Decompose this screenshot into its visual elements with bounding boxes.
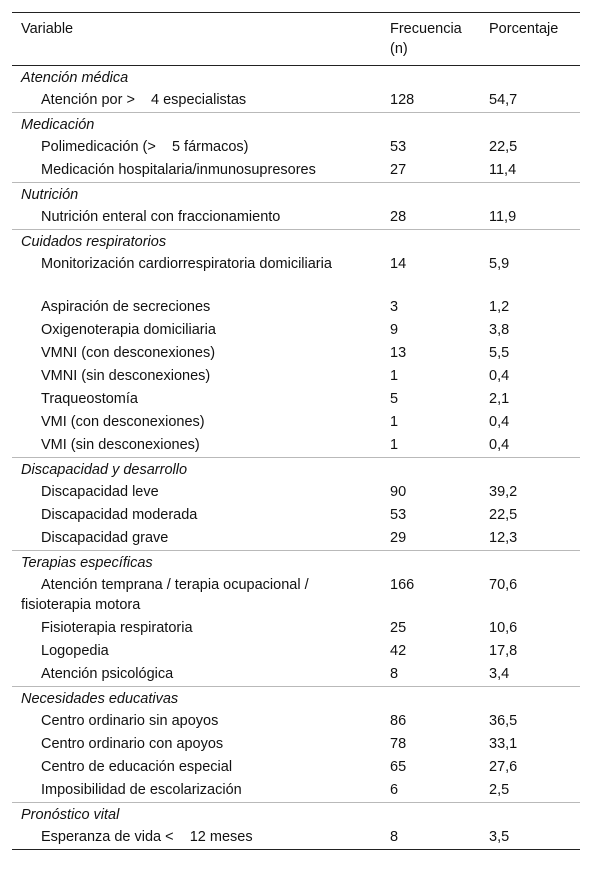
row-porcentaje: 33,1 xyxy=(489,736,518,752)
row-label: VMNI (sin desconexiones) xyxy=(41,368,211,384)
row-porcentaje: 54,7 xyxy=(489,92,518,108)
row-porcentaje: 10,6 xyxy=(489,620,518,636)
section-title: Cuidados respiratorios xyxy=(21,234,167,250)
row-frecuencia: 9 xyxy=(390,322,399,338)
row-porcentaje: 3,8 xyxy=(489,322,510,338)
table-row xyxy=(12,253,580,296)
section-title: Atención médica xyxy=(21,70,129,86)
section-header-row xyxy=(12,66,580,89)
table-row xyxy=(12,296,580,319)
row-frecuencia: 86 xyxy=(390,713,407,729)
row-porcentaje: 1,2 xyxy=(489,299,510,315)
row-label: Medicación hospitalaria/inmunosupresores xyxy=(41,162,316,178)
row-label: Monitorización cardiorrespiratoria domiciliaria xyxy=(41,256,332,272)
section-title: Nutrición xyxy=(21,187,79,203)
row-frecuencia: 53 xyxy=(390,507,407,523)
table-row xyxy=(12,481,580,504)
table-row xyxy=(12,434,580,457)
table-row xyxy=(12,617,580,640)
row-porcentaje: 22,5 xyxy=(489,139,518,155)
table-row xyxy=(12,159,580,182)
row-label: Traqueostomía xyxy=(41,391,138,407)
table-row xyxy=(12,663,580,686)
table-body xyxy=(12,66,580,849)
data-table xyxy=(12,12,580,850)
row-label: Nutrición enteral con fraccionamiento xyxy=(41,209,281,225)
table-row xyxy=(12,365,580,388)
section-title: Medicación xyxy=(21,117,95,133)
row-porcentaje: 12,3 xyxy=(489,530,518,546)
table-row xyxy=(12,504,580,527)
row-label: Polimedicación (> 5 fármacos) xyxy=(41,139,249,155)
table-row xyxy=(12,527,580,550)
header-frecuencia: Frecuencia (n) xyxy=(390,21,462,57)
row-frecuencia: 6 xyxy=(390,782,399,798)
row-label: Discapacidad moderada xyxy=(41,507,198,523)
row-label: Oxigenoterapia domiciliaria xyxy=(41,322,216,338)
table-row xyxy=(12,640,580,663)
section-header-row xyxy=(12,802,580,826)
section-header-row xyxy=(12,112,580,136)
row-frecuencia: 13 xyxy=(390,345,407,361)
row-porcentaje: 36,5 xyxy=(489,713,518,729)
row-label: VMI (con desconexiones) xyxy=(41,414,205,430)
row-frecuencia: 1 xyxy=(390,414,399,430)
table-row xyxy=(12,574,580,617)
row-frecuencia: 90 xyxy=(390,484,407,500)
row-label: Atención temprana / terapia ocupacional / fisioterapia motora xyxy=(21,577,309,613)
row-porcentaje: 3,5 xyxy=(489,829,510,845)
row-frecuencia: 128 xyxy=(390,92,415,108)
section-header-row xyxy=(12,457,580,481)
table-header xyxy=(12,13,580,66)
row-porcentaje: 70,6 xyxy=(489,577,518,593)
section-title: Pronóstico vital xyxy=(21,807,120,823)
row-porcentaje: 5,9 xyxy=(489,256,510,272)
section-header-row xyxy=(12,686,580,710)
table-row xyxy=(12,388,580,411)
section-title: Necesidades educativas xyxy=(21,691,179,707)
table-row xyxy=(12,756,580,779)
row-frecuencia: 1 xyxy=(390,437,399,453)
row-label: Esperanza de vida < 12 meses xyxy=(41,829,253,845)
row-porcentaje: 0,4 xyxy=(489,414,510,430)
row-label: Discapacidad grave xyxy=(41,530,169,546)
table-row xyxy=(12,206,580,229)
row-porcentaje: 0,4 xyxy=(489,368,510,384)
header-variable: Variable xyxy=(21,21,74,37)
header-porcentaje: Porcentaje xyxy=(489,21,559,37)
row-label: Centro ordinario sin apoyos xyxy=(41,713,219,729)
row-porcentaje: 17,8 xyxy=(489,643,518,659)
row-porcentaje: 0,4 xyxy=(489,437,510,453)
row-frecuencia: 5 xyxy=(390,391,399,407)
row-label: VMI (sin desconexiones) xyxy=(41,437,200,453)
row-porcentaje: 2,1 xyxy=(489,391,510,407)
row-label: Centro de educación especial xyxy=(41,759,233,775)
row-frecuencia: 3 xyxy=(390,299,399,315)
table-row xyxy=(12,89,580,112)
row-frecuencia: 14 xyxy=(390,256,407,272)
table-row xyxy=(12,733,580,756)
row-label: Fisioterapia respiratoria xyxy=(41,620,193,636)
row-frecuencia: 65 xyxy=(390,759,407,775)
row-porcentaje: 39,2 xyxy=(489,484,518,500)
row-frecuencia: 29 xyxy=(390,530,407,546)
row-porcentaje: 5,5 xyxy=(489,345,510,361)
table-row xyxy=(12,342,580,365)
table-row xyxy=(12,710,580,733)
row-label: Centro ordinario con apoyos xyxy=(41,736,224,752)
row-porcentaje: 11,9 xyxy=(489,209,517,225)
row-frecuencia: 8 xyxy=(390,829,399,845)
table-row xyxy=(12,779,580,802)
table-row xyxy=(12,826,580,849)
row-porcentaje: 3,4 xyxy=(489,666,510,682)
row-frecuencia: 8 xyxy=(390,666,399,682)
row-label: Logopedia xyxy=(41,643,109,659)
table-row xyxy=(12,411,580,434)
row-porcentaje: 22,5 xyxy=(489,507,518,523)
row-label: Atención psicológica xyxy=(41,666,174,682)
row-frecuencia: 166 xyxy=(390,577,415,593)
row-label: Discapacidad leve xyxy=(41,484,159,500)
row-porcentaje: 27,6 xyxy=(489,759,518,775)
section-header-row xyxy=(12,182,580,206)
row-porcentaje: 2,5 xyxy=(489,782,510,798)
row-frecuencia: 27 xyxy=(390,162,407,178)
section-header-row xyxy=(12,229,580,253)
section-title: Terapias específicas xyxy=(21,555,153,571)
row-frecuencia: 1 xyxy=(390,368,399,384)
row-frecuencia: 28 xyxy=(390,209,407,225)
row-label: Aspiración de secreciones xyxy=(41,299,211,315)
table-row xyxy=(12,319,580,342)
row-frecuencia: 53 xyxy=(390,139,407,155)
row-frecuencia: 42 xyxy=(390,643,407,659)
row-porcentaje: 11,4 xyxy=(489,162,517,178)
section-title: Discapacidad y desarrollo xyxy=(21,462,188,478)
row-label: Atención por > 4 especialistas xyxy=(41,92,247,108)
row-label: Imposibilidad de escolarización xyxy=(41,782,242,798)
table-row xyxy=(12,136,580,159)
row-frecuencia: 78 xyxy=(390,736,407,752)
row-frecuencia: 25 xyxy=(390,620,407,636)
row-label: VMNI (con desconexiones) xyxy=(41,345,216,361)
section-header-row xyxy=(12,550,580,574)
